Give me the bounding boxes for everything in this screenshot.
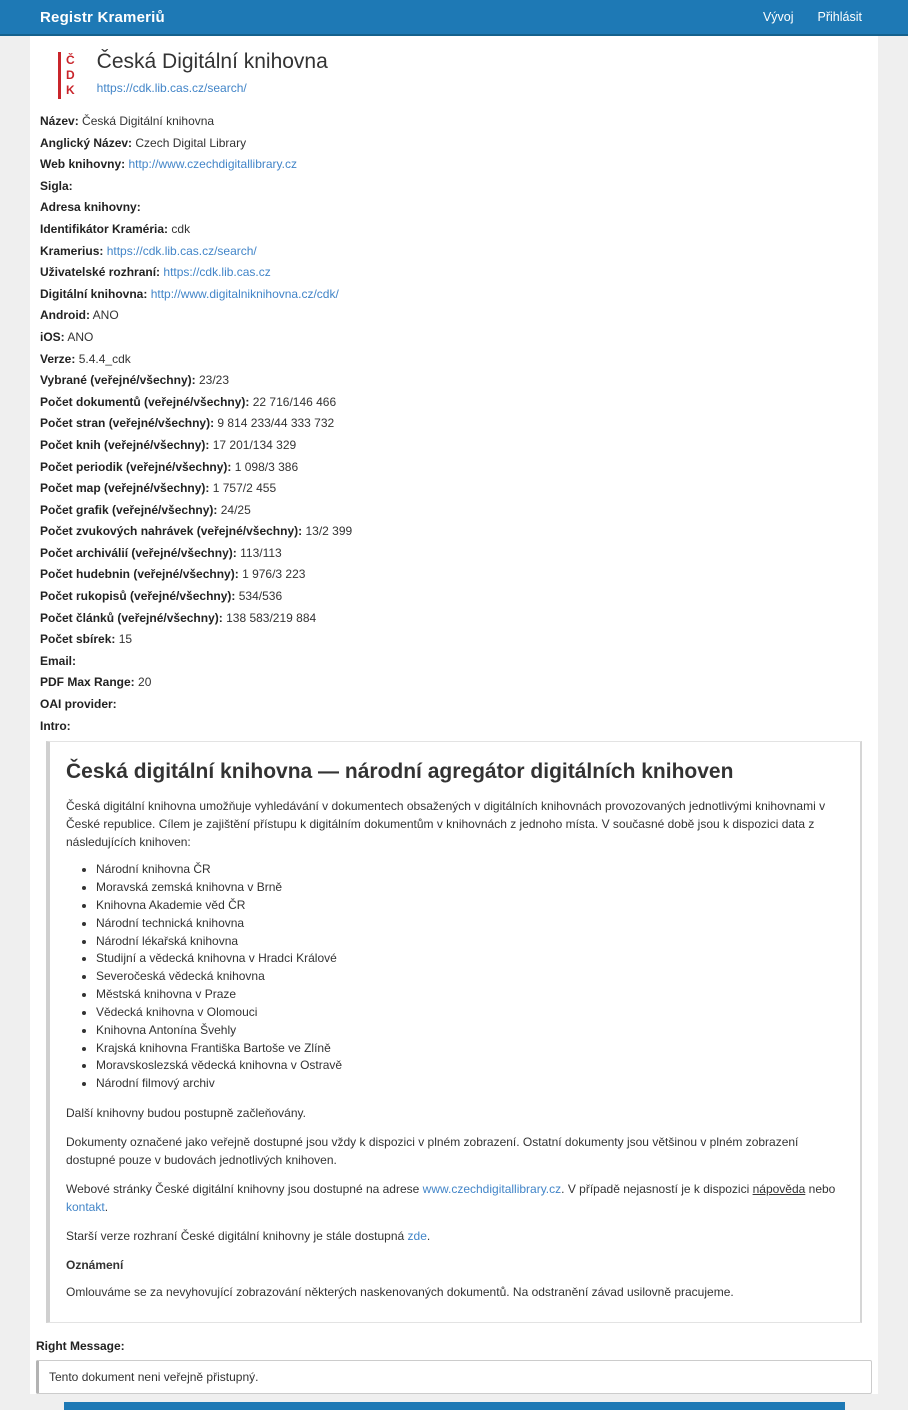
library-url-link[interactable]: https://cdk.lib.cas.cz/search/ (96, 81, 247, 95)
field-value: 1 098/3 386 (234, 459, 299, 474)
page-title: Česká Digitální knihovna (96, 50, 328, 73)
library-titles (97, 50, 328, 97)
field-label: Sigla: (40, 178, 73, 193)
field-label: Anglický Název: (40, 135, 133, 150)
field-row (40, 698, 872, 711)
field-row (40, 590, 872, 603)
field-label: Email: (40, 653, 77, 668)
library-list-item: • Národní filmový archiv (96, 1076, 844, 1092)
library-list-item: • Národní knihovna ČR (96, 862, 844, 878)
field-row (40, 612, 872, 625)
field-label: PDF Max Range: (40, 675, 135, 690)
field-row (40, 547, 872, 560)
field-label: Počet dokumentů (veřejné/všechny): (40, 394, 250, 409)
cdk-logo-letter: D (66, 68, 75, 82)
field-value-link[interactable]: http://www.czechdigitallibrary.cz (128, 157, 297, 172)
field-value: 113/113 (240, 545, 282, 560)
field-label: Počet sbírek: (40, 632, 116, 647)
field-value: 1 976/3 223 (242, 567, 306, 582)
intro-paragraph: Dokumenty označené jako veřejně dostupné jsou vždy k dispozici v plném zobrazení. Ostatní dokumenty jsou většinou v plném zobrazení dostupné pouze v budovách jednotlivých knihoven. (66, 1134, 799, 1167)
field-label: Počet archiválií (veřejné/všechny): (40, 545, 237, 560)
field-label: OAI provider: (40, 697, 117, 712)
top-navbar (0, 0, 908, 36)
field-label: Počet hudebnin (veřejné/všechny): (40, 567, 239, 582)
field-value: Česká Digitální knihovna (82, 114, 215, 128)
field-row (40, 633, 872, 646)
field-label: Identifikátor Kraméria: (40, 221, 169, 236)
libraries-list (66, 862, 844, 1092)
field-row (40, 439, 872, 452)
field-label: Uživatelské rozhraní: (40, 265, 161, 280)
library-list-item: • Studijní a vědecká knihovna v Hradci Králové (96, 951, 844, 967)
field-label: Počet grafik (veřejné/všechny): (40, 502, 218, 517)
field-value: 22 716/146 466 (252, 394, 337, 409)
field-row (40, 374, 872, 387)
field-value: 534/536 (238, 589, 283, 604)
field-row (40, 245, 872, 258)
right-message-box: Tento dokument neni veřejně přistupný. (36, 1360, 872, 1394)
field-value-link[interactable]: http://www.digitalniknihovna.cz/cdk/ (150, 286, 339, 301)
field-row (40, 461, 872, 474)
library-list-item: • Severočeská vědecká knihovna (96, 969, 844, 985)
fields-list (40, 115, 872, 732)
field-value: 17 201/134 329 (212, 437, 297, 452)
inline-link[interactable]: kontakt (66, 1199, 105, 1214)
field-value: Czech Digital Library (135, 135, 247, 150)
field-label: Android: (40, 308, 90, 323)
intro-paragraph-links: Starší verze rozhraní České digitální knihovny je stále dostupná zde. (66, 1228, 431, 1243)
field-row (40, 266, 872, 279)
cdk-logo-letter: K (66, 83, 75, 97)
field-row (40, 655, 872, 668)
field-value: cdk (171, 221, 191, 236)
field-label: Adresa knihovny: (40, 200, 141, 215)
field-value: 15 (118, 632, 133, 647)
field-value: 138 583/219 884 (226, 610, 317, 625)
field-row (40, 331, 872, 344)
field-value: 23/23 (198, 373, 229, 388)
field-row (40, 137, 872, 150)
field-row (40, 676, 872, 689)
intro-paragraph: Česká digitální knihovna umožňuje vyhledávání v dokumentech obsažených v digitálních knihovnách provozovaných jednotlivými knihovnami v České republice. Cílem je zajištění přístupu k digitálním dokumentům v knihovnách z jednoho místa. V současné době jsou k dispozici data z následujících knihoven: (66, 799, 826, 850)
field-label: Počet článků (veřejné/všechny): (40, 610, 223, 625)
field-label: iOS: (40, 329, 65, 344)
library-list-item: • Knihovna Akademie věd ČR (96, 898, 844, 914)
navbar-links (763, 10, 862, 24)
intro-paragraph-links: Webové stránky České digitální knihovny jsou dostupné na adrese www.czechdigitallibrary.cz. V případě nejasností je k dispozici nápověda nebo kontakt. (66, 1181, 836, 1214)
field-label: Počet map (veřejné/všechny): (40, 481, 210, 496)
intro-paragraph: Další knihovny budou postupně začleňovány. (66, 1105, 306, 1120)
field-row (40, 115, 872, 128)
field-label: Intro: (40, 718, 71, 733)
field-row (40, 482, 872, 495)
library-list-item: • Národní lékařská knihovna (96, 934, 844, 950)
notice-heading: Oznámení (66, 1257, 124, 1272)
library-list-item: • Moravská zemská knihovna v Brně (96, 880, 844, 896)
field-row (40, 417, 872, 430)
field-row (40, 201, 872, 214)
library-header (58, 50, 872, 99)
cdk-logo-icon (58, 52, 75, 99)
field-row (40, 568, 872, 581)
field-row (40, 288, 872, 301)
field-label: Digitální knihovna: (40, 286, 148, 301)
field-label: Počet knih (veřejné/všechny): (40, 437, 210, 452)
field-row (40, 309, 872, 322)
field-value: 20 (138, 675, 152, 690)
field-row (40, 720, 872, 733)
notice-text: Omlouváme se za nevyhovující zobrazování některých naskenovaných dokumentů. Na odstranění závad usilovně pracujeme. (66, 1284, 734, 1299)
field-row (40, 525, 872, 538)
field-row (40, 504, 872, 517)
intro-heading: Česká digitální knihovna — národní agregátor digitálních knihoven (66, 760, 734, 784)
inline-link[interactable]: www.czechdigitallibrary.cz (422, 1181, 562, 1196)
library-list-item: • Knihovna Antonína Švehly (96, 1023, 844, 1039)
nav-link-vyvoj[interactable]: Vývoj (762, 10, 794, 24)
intro-box (46, 741, 862, 1323)
field-value: 9 814 233/44 333 732 (217, 416, 335, 431)
field-value: 1 757/2 455 (212, 481, 277, 496)
field-label: Počet stran (veřejné/všechny): (40, 416, 215, 431)
field-value: ANO (67, 329, 94, 344)
field-label: Kramerius: (40, 243, 104, 258)
inline-underline-link[interactable]: nápověda (752, 1181, 806, 1196)
right-message-label: Right Message: (36, 1338, 125, 1353)
field-row (40, 180, 872, 193)
main-content (30, 36, 878, 1394)
library-list-item: • Vědecká knihovna v Olomouci (96, 1005, 844, 1021)
field-label: Verze: (40, 351, 76, 366)
field-value: 5.4.4_cdk (78, 351, 131, 366)
cdk-logo-letter: Č (66, 53, 75, 67)
field-label: Vybrané (veřejné/všechny): (40, 373, 196, 388)
field-label: Počet periodik (veřejné/všechny): (40, 459, 232, 474)
field-value: 13/2 399 (305, 524, 353, 539)
field-label: Název: (40, 114, 79, 128)
navbar-brand[interactable]: Registr Krameriů (40, 8, 165, 26)
field-row (40, 396, 872, 409)
nav-link-prihlasit[interactable]: Přihlásit (817, 10, 862, 24)
library-list-item: • Krajská knihovna Františka Bartoše ve Zlíně (96, 1041, 844, 1057)
bottom-bar (64, 1402, 845, 1410)
field-label: Počet zvukových nahrávek (veřejné/všechny): (40, 524, 303, 539)
library-list-item: • Moravskoslezská vědecká knihovna v Ostravě (96, 1058, 844, 1074)
field-row (40, 158, 872, 171)
library-list-item: • Městská knihovna v Praze (96, 987, 844, 1003)
field-value-link[interactable]: https://cdk.lib.cas.cz/search/ (106, 243, 257, 258)
inline-link[interactable]: zde (407, 1228, 427, 1243)
field-value: ANO (92, 308, 119, 323)
field-row (40, 223, 872, 236)
field-value: 24/25 (220, 502, 251, 517)
field-value-link[interactable]: https://cdk.lib.cas.cz (163, 265, 271, 280)
field-label: Počet rukopisů (veřejné/všechny): (40, 589, 236, 604)
library-list-item: • Národní technická knihovna (96, 916, 844, 932)
field-label: Web knihovny: (40, 157, 126, 172)
field-row (40, 353, 872, 366)
